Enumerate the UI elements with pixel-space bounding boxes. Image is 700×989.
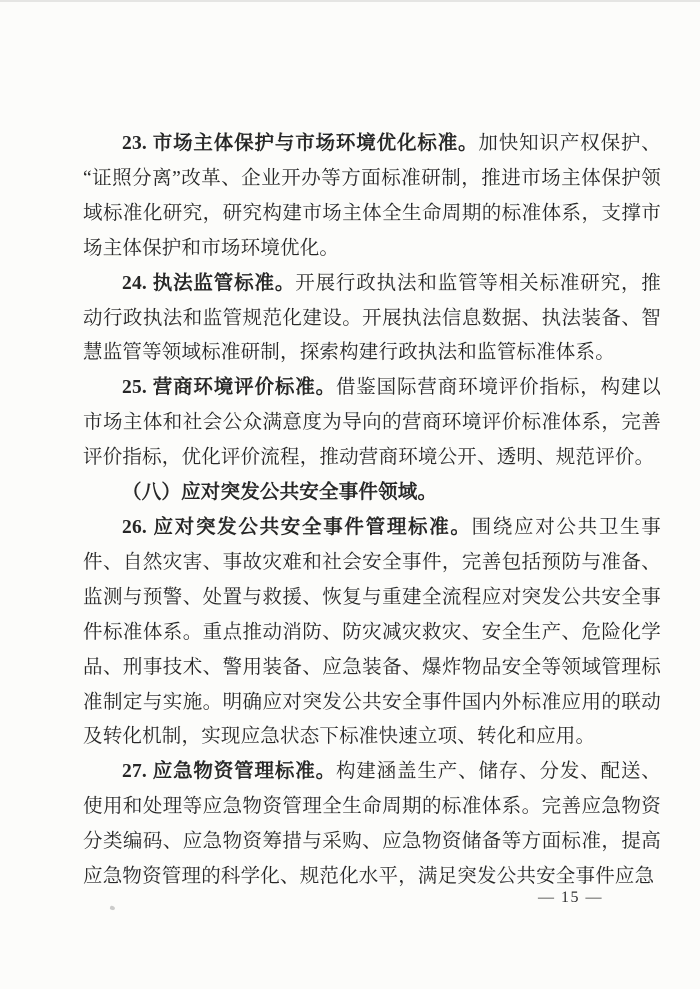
paragraph-item-25 bbox=[83, 371, 661, 476]
paragraph-25-text: 借鉴国际营商环境评价指标，构建以市场主体和社会公众满意度为导向的营商环境评价标准体系，完善评价指标，优化评价流程，推动营商环境公开、透明、规范评价。 bbox=[83, 377, 662, 469]
page-number: — 15 — bbox=[538, 889, 603, 906]
section-heading-8 bbox=[83, 476, 661, 511]
paragraph-item-23 bbox=[83, 127, 661, 267]
section-heading-8-text: （八）应对突发公共安全事件领域。 bbox=[122, 482, 438, 504]
paragraph-26-heading: 26. 应对突发公共安全事件管理标准。 bbox=[122, 516, 472, 538]
paragraph-item-24 bbox=[83, 267, 661, 372]
scan-artifact-speck bbox=[110, 905, 116, 910]
paragraph-23-text: 加快知识产权保护、“证照分离”改革、企业开办等方面标准研制，推进市场主体保护领域标准化研究，研究构建市场主体全生命周期的标准体系，支撑市场主体保护和市场环境优化。 bbox=[83, 133, 661, 259]
document-body bbox=[83, 127, 661, 895]
paragraph-23-heading: 23. 市场主体保护与市场环境优化标准。 bbox=[122, 133, 479, 154]
paragraph-27-text: 构建涵盖生产、储存、分发、配送、使用和处理等应急物资管理全生命周期的标准体系。完善应急物资分类编码、应急物资筹措与采购、应急物资储备等方面标准，提高应急物资管理的科学化、规范化水平，满足突发公共安全事件应急 bbox=[83, 761, 662, 888]
paragraph-27-heading: 27. 应急物资管理标准。 bbox=[122, 761, 336, 783]
paragraph-26-text: 围绕应对公共卫生事件、自然灾害、事故灾难和社会安全事件，完善包括预防与准备、监测与预警、处置与救援、恢复与重建全流程应对突发公共安全事件标准体系。重点推动消防、防灾减灾救灾、安全生产、危险化学品、刑事技术、警用装备、应急装备、爆炸物品安全等领域管理标准制定与实施。明确应对突发公共安全事件国内外标准应用的联动及转化机制，实现应急状态下标准快速立项、转化和应用。 bbox=[83, 516, 661, 748]
paragraph-24-text: 开展行政执法和监管等相关标准研究，推动行政执法和监管规范化建设。开展执法信息数据、执法装备、智慧监管等领域标准研制，探索构建行政执法和监管标准体系。 bbox=[83, 272, 661, 364]
paragraph-item-27 bbox=[83, 755, 661, 895]
paragraph-25-heading: 25. 营商环境评价标准。 bbox=[122, 377, 336, 399]
paragraph-item-26 bbox=[83, 511, 661, 755]
paragraph-24-heading: 24. 执法监管标准。 bbox=[122, 272, 296, 294]
